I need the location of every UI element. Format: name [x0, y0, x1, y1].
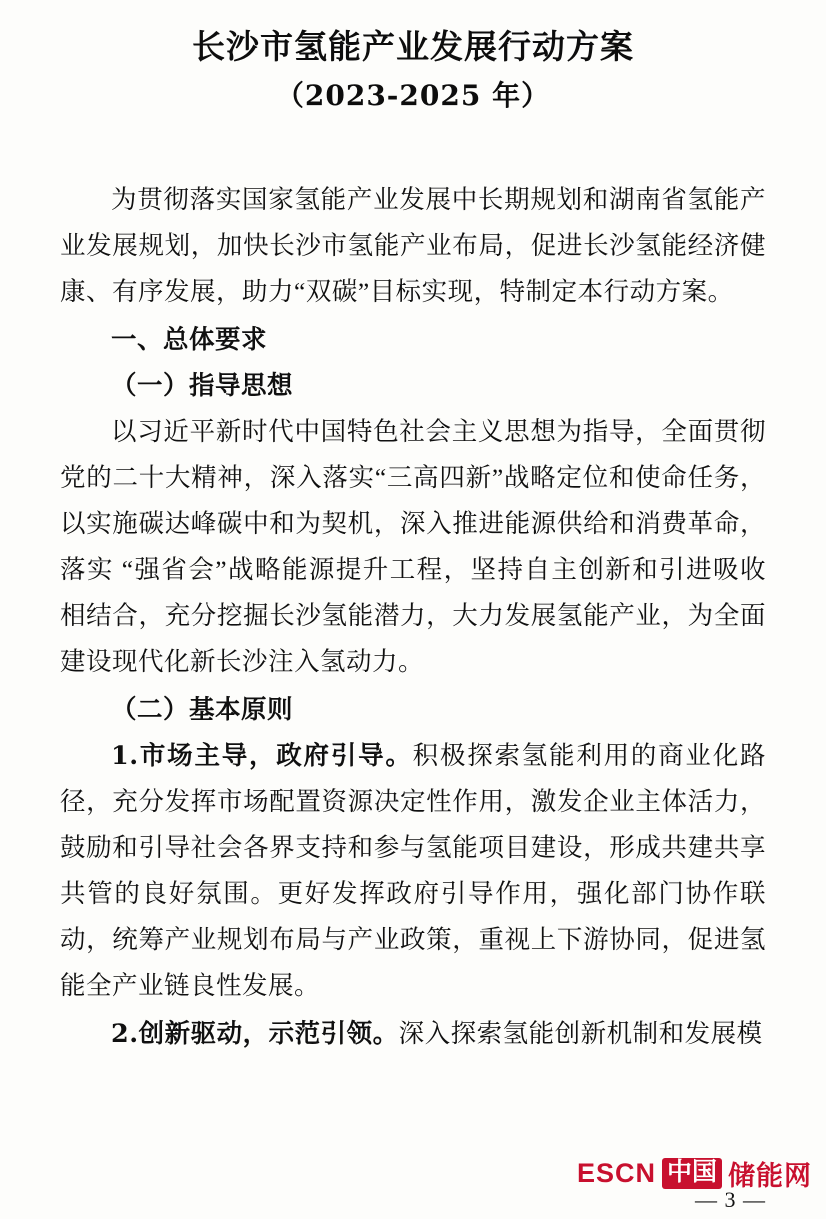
heading-subsection-1-1: （一）指导思想 — [111, 370, 294, 401]
page-footer — [0, 1147, 826, 1219]
principle-1-lead: 1.市场主导，政府引导。 — [111, 740, 413, 771]
document-body — [60, 177, 766, 1057]
watermark-brand-en: ESCN — [576, 1158, 656, 1188]
heading-section-1: 一、总体要求 — [111, 324, 268, 355]
page-title: 长沙市氢能产业发展行动方案 — [192, 27, 634, 66]
principle-2-lead: 2.创新驱动，示范引领。 — [111, 1018, 399, 1049]
paragraph-intro: 为贯彻落实国家氢能产业发展中长期规划和湖南省氢能产业发展规划，加快长沙市氢能产业布局，促进长沙氢能经济健康、有序发展，助力“双碳”目标实现，特制定本行动方案。 — [60, 184, 766, 306]
page-subtitle: （2023-2025 年） — [275, 78, 551, 112]
paragraph-principle-2 — [60, 1011, 766, 1057]
page-number: — 3 — — [695, 1187, 766, 1212]
heading-subsection-1-2: （二）基本原则 — [111, 694, 294, 725]
watermark-brand-cn: 储能网 — [728, 1161, 812, 1191]
paragraph-principle-1 — [60, 733, 766, 1009]
principle-1-text: 积极探索氢能利用的商业化路径，充分发挥市场配置资源决定性作用，激发企业主体活力，鼓励和引导社会各界支持和参与氢能项目建设，形成共建共享共管的良好氛围。更好发挥政府引导作用，强化部门协作联动，统筹产业规划布局与产业政策，重视上下游协同，促进氢能全产业链良性发展。 — [60, 740, 766, 1000]
watermark-brand-badge: 中国 — [662, 1158, 722, 1188]
principle-2-text: 深入探索氢能创新机制和发展模 — [398, 1018, 763, 1048]
paragraph-guiding-thought: 以习近平新时代中国特色社会主义思想为指导，全面贯彻党的二十大精神，深入落实“三高四新”战略定位和使命任务，以实施碳达峰碳中和为契机，深入推进能源供给和消费革命，落实 “强省会”战略能源提升工程，坚持自主创新和引进吸收相结合，充分挖掘长沙氢能潜力，大力发展氢能产业，为全面建设现代化新长沙注入氢动力。 — [60, 416, 766, 676]
